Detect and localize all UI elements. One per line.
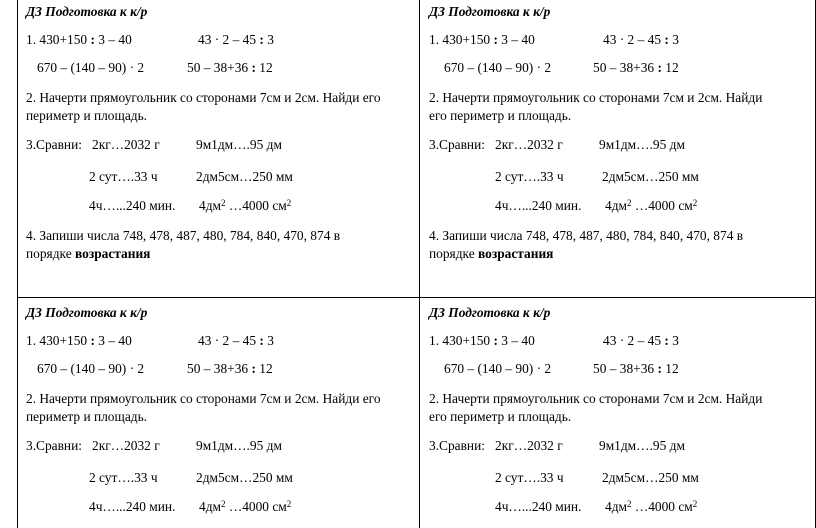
colon: :	[664, 32, 669, 47]
task-1-label: 1.	[26, 32, 40, 47]
expression-a: 430+150	[39, 32, 91, 47]
expression-d-group	[593, 60, 679, 76]
comparison-6-base: 4дм	[199, 198, 221, 213]
homework-card-bottom-left	[26, 305, 414, 528]
task-1-line-2	[444, 361, 679, 377]
expression-b-group	[603, 333, 679, 349]
superscript: 2	[692, 198, 698, 208]
task-2-line-1: 2. Начерти прямоугольник со сторонами 7см и 2см. Найди его	[26, 391, 381, 406]
task-4-line-2	[26, 246, 150, 262]
task-4-emphasis: возрастания	[478, 246, 554, 261]
task-4-line-2	[429, 246, 553, 262]
expression-b: 43 · 2 – 45	[603, 333, 665, 348]
task-4-emphasis: возрастания	[75, 246, 151, 261]
colon: :	[90, 333, 95, 348]
expression-c: 670 – (140 – 90) · 2	[444, 361, 552, 376]
task-1-line-1	[429, 32, 679, 48]
comparison-2: 9м1дм….95 дм	[599, 438, 685, 453]
homework-card-bottom-right	[429, 305, 816, 528]
comparison-6-base: 4дм	[199, 499, 221, 514]
task-4-line-1: 4. Запиши числа 748, 478, 487, 480, 784, 840, 470, 874 в	[429, 228, 744, 243]
comparison-6	[199, 198, 291, 214]
table-border-middle	[419, 0, 420, 528]
expression-d-rest: 12	[255, 361, 273, 376]
task-3-label: 3.Сравни:	[429, 137, 485, 152]
task-3-line-3	[495, 198, 698, 214]
colon: :	[493, 333, 498, 348]
comparison-6-base: 4дм	[605, 198, 627, 213]
colon: :	[251, 60, 256, 75]
task-3-line-2	[89, 470, 293, 486]
homework-card-top-left	[26, 4, 414, 304]
colon: :	[657, 361, 662, 376]
comparison-6-mid: …4000 см	[225, 198, 287, 213]
task-3-line-2	[495, 169, 699, 185]
comparison-1: 2кг…2032 г	[92, 438, 160, 453]
comparison-3: 2 сут….33 ч	[495, 169, 564, 184]
card-title: ДЗ Подготовка к к/р	[26, 305, 148, 320]
comparison-3: 2 сут….33 ч	[495, 470, 564, 485]
task-1-line-2	[444, 60, 679, 76]
homework-card-top-right	[429, 4, 816, 304]
task-3-line-2	[495, 470, 699, 486]
expression-d-rest: 12	[661, 60, 679, 75]
task-1-line-2	[37, 361, 273, 377]
comparison-4: 2дм5см…250 мм	[196, 470, 293, 485]
comparison-6-mid: …4000 см	[631, 499, 693, 514]
superscript: 2	[220, 198, 226, 208]
task-3-line-3	[89, 198, 292, 214]
colon: :	[251, 361, 256, 376]
task-3-line-1	[429, 137, 685, 153]
comparison-6-mid: …4000 см	[225, 499, 287, 514]
comparison-6	[605, 499, 697, 515]
comparison-2: 9м1дм….95 дм	[196, 137, 282, 152]
card-title: ДЗ Подготовка к к/р	[26, 4, 148, 19]
comparison-6-base: 4дм	[605, 499, 627, 514]
expression-a: 430+150	[39, 333, 91, 348]
comparison-4: 2дм5см…250 мм	[196, 169, 293, 184]
comparison-3: 2 сут….33 ч	[89, 470, 158, 485]
task-1-line-1	[429, 333, 679, 349]
comparison-1: 2кг…2032 г	[92, 137, 160, 152]
colon: :	[493, 32, 498, 47]
expression-b-rest: 3	[263, 333, 274, 348]
expression-a-rest: 3 – 40	[497, 32, 535, 47]
expression-b-group	[603, 32, 679, 48]
superscript: 2	[220, 499, 226, 509]
superscript: 2	[626, 499, 632, 509]
colon: :	[259, 333, 264, 348]
task-3-line-3	[495, 499, 698, 515]
task-3-label: 3.Сравни:	[429, 438, 485, 453]
task-4-prefix: порядке	[26, 246, 75, 261]
comparison-3: 2 сут….33 ч	[89, 169, 158, 184]
colon: :	[259, 32, 264, 47]
task-1-label: 1.	[26, 333, 40, 348]
task-3-line-1	[429, 438, 685, 454]
task-1-label: 1.	[429, 32, 443, 47]
task-2-line-1: 2. Начерти прямоугольник со сторонами 7см и 2см. Найди	[429, 90, 763, 105]
comparison-2: 9м1дм….95 дм	[599, 137, 685, 152]
expression-a-rest: 3 – 40	[94, 32, 132, 47]
task-2-line-2: периметр и площадь.	[26, 108, 148, 123]
comparison-1: 2кг…2032 г	[495, 137, 563, 152]
comparison-5: 4ч…...240 мин.	[89, 499, 176, 514]
comparison-6-mid: …4000 см	[631, 198, 693, 213]
task-2-line-2: его периметр и площадь.	[429, 409, 572, 424]
card-title: ДЗ Подготовка к к/р	[429, 4, 551, 19]
expression-d-rest: 12	[661, 361, 679, 376]
task-2-line-1: 2. Начерти прямоугольник со сторонами 7см и 2см. Найди	[429, 391, 763, 406]
comparison-5: 4ч…...240 мин.	[495, 198, 582, 213]
task-2-line-2: периметр и площадь.	[26, 409, 148, 424]
task-4-prefix: порядке	[429, 246, 478, 261]
expression-d: 50 – 38+36	[187, 60, 252, 75]
expression-d: 50 – 38+36	[593, 60, 658, 75]
expression-a-rest: 3 – 40	[497, 333, 535, 348]
superscript: 2	[692, 499, 698, 509]
expression-d-group	[187, 361, 273, 377]
comparison-1: 2кг…2032 г	[495, 438, 563, 453]
colon: :	[657, 60, 662, 75]
task-3-label: 3.Сравни:	[26, 137, 82, 152]
expression-d-group	[187, 60, 273, 76]
superscript: 2	[626, 198, 632, 208]
expression-b: 43 · 2 – 45	[198, 333, 260, 348]
task-2-line-2: его периметр и площадь.	[429, 108, 572, 123]
expression-c: 670 – (140 – 90) · 2	[37, 60, 145, 75]
expression-c: 670 – (140 – 90) · 2	[37, 361, 145, 376]
expression-b-group	[198, 32, 274, 48]
expression-a: 430+150	[442, 32, 494, 47]
expression-b-rest: 3	[263, 32, 274, 47]
task-1-line-1	[26, 32, 274, 48]
task-3-line-2	[89, 169, 293, 185]
expression-c: 670 – (140 – 90) · 2	[444, 60, 552, 75]
task-3-label: 3.Сравни:	[26, 438, 82, 453]
expression-b: 43 · 2 – 45	[198, 32, 260, 47]
task-4-line-1: 4. Запиши числа 748, 478, 487, 480, 784, 840, 470, 874 в	[26, 228, 341, 243]
colon: :	[90, 32, 95, 47]
expression-d: 50 – 38+36	[593, 361, 658, 376]
superscript: 2	[286, 198, 292, 208]
task-3-line-1	[26, 438, 282, 454]
task-3-line-3	[89, 499, 292, 515]
task-1-label: 1.	[429, 333, 443, 348]
comparison-5: 4ч…...240 мин.	[89, 198, 176, 213]
expression-d-group	[593, 361, 679, 377]
table-border-left	[17, 0, 18, 528]
expression-b-rest: 3	[668, 333, 679, 348]
expression-b-group	[198, 333, 274, 349]
expression-b-rest: 3	[668, 32, 679, 47]
card-title: ДЗ Подготовка к к/р	[429, 305, 551, 320]
comparison-6	[605, 198, 697, 214]
expression-d-rest: 12	[255, 60, 273, 75]
colon: :	[664, 333, 669, 348]
comparison-2: 9м1дм….95 дм	[196, 438, 282, 453]
task-1-line-2	[37, 60, 273, 76]
task-3-line-1	[26, 137, 282, 153]
task-1-line-1	[26, 333, 274, 349]
expression-b: 43 · 2 – 45	[603, 32, 665, 47]
expression-a-rest: 3 – 40	[94, 333, 132, 348]
expression-a: 430+150	[442, 333, 494, 348]
comparison-6	[199, 499, 291, 515]
superscript: 2	[286, 499, 292, 509]
expression-d: 50 – 38+36	[187, 361, 252, 376]
comparison-5: 4ч…...240 мин.	[495, 499, 582, 514]
comparison-4: 2дм5см…250 мм	[602, 470, 699, 485]
task-2-line-1: 2. Начерти прямоугольник со сторонами 7см и 2см. Найди его	[26, 90, 381, 105]
comparison-4: 2дм5см…250 мм	[602, 169, 699, 184]
